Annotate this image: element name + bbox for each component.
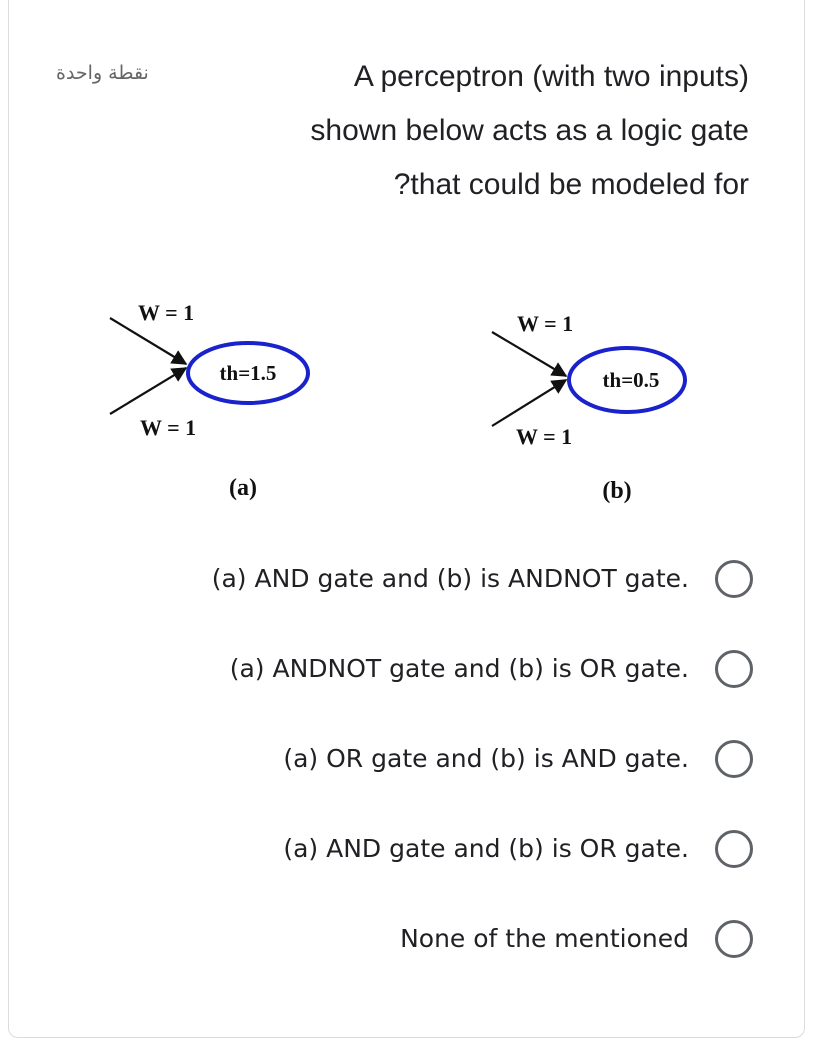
caption-a: (a): [229, 475, 257, 501]
answer-option[interactable]: [53, 916, 753, 961]
caption-b: (b): [602, 478, 632, 504]
input-arrow-bottom-a: [110, 368, 186, 414]
answer-option[interactable]: [53, 646, 753, 691]
answer-option[interactable]: [53, 826, 753, 871]
weight-top-b: W = 1: [517, 311, 574, 336]
question-line: ?that could be modeled for: [393, 168, 749, 201]
input-arrow-top-b: [492, 332, 566, 376]
answer-option[interactable]: [53, 556, 753, 601]
weight-top-a: W = 1: [138, 300, 195, 325]
threshold-label-b: th=0.5: [602, 368, 660, 392]
answer-options: [53, 556, 753, 1006]
question-text: [189, 50, 749, 212]
weight-bottom-a: W = 1: [140, 415, 197, 440]
weight-bottom-b: W = 1: [516, 424, 573, 449]
radio-button[interactable]: [715, 650, 753, 688]
answer-option-label: (a) ANDNOT gate and (b) is OR gate.: [229, 654, 689, 683]
answer-option-label: (a) AND gate and (b) is OR gate.: [283, 834, 689, 863]
threshold-label-a: th=1.5: [219, 361, 277, 385]
radio-button[interactable]: [715, 560, 753, 598]
perceptron-a: [110, 300, 308, 501]
answer-option-label: (a) AND gate and (b) is ANDNOT gate.: [211, 564, 689, 593]
question-line: shown below acts as a logic gate: [310, 114, 749, 147]
answer-option-label: None of the mentioned: [400, 924, 689, 953]
radio-button[interactable]: [715, 920, 753, 958]
answer-option[interactable]: [53, 736, 753, 781]
radio-button[interactable]: [715, 830, 753, 868]
perceptron-diagram: [0, 280, 815, 520]
answer-option-label: (a) OR gate and (b) is AND gate.: [283, 744, 689, 773]
points-label: نقطة واحدة: [56, 62, 149, 84]
perceptron-b: [492, 311, 685, 504]
radio-button[interactable]: [715, 740, 753, 778]
input-arrow-bottom-b: [492, 380, 566, 426]
question-line: A perceptron (with two inputs): [353, 60, 749, 93]
